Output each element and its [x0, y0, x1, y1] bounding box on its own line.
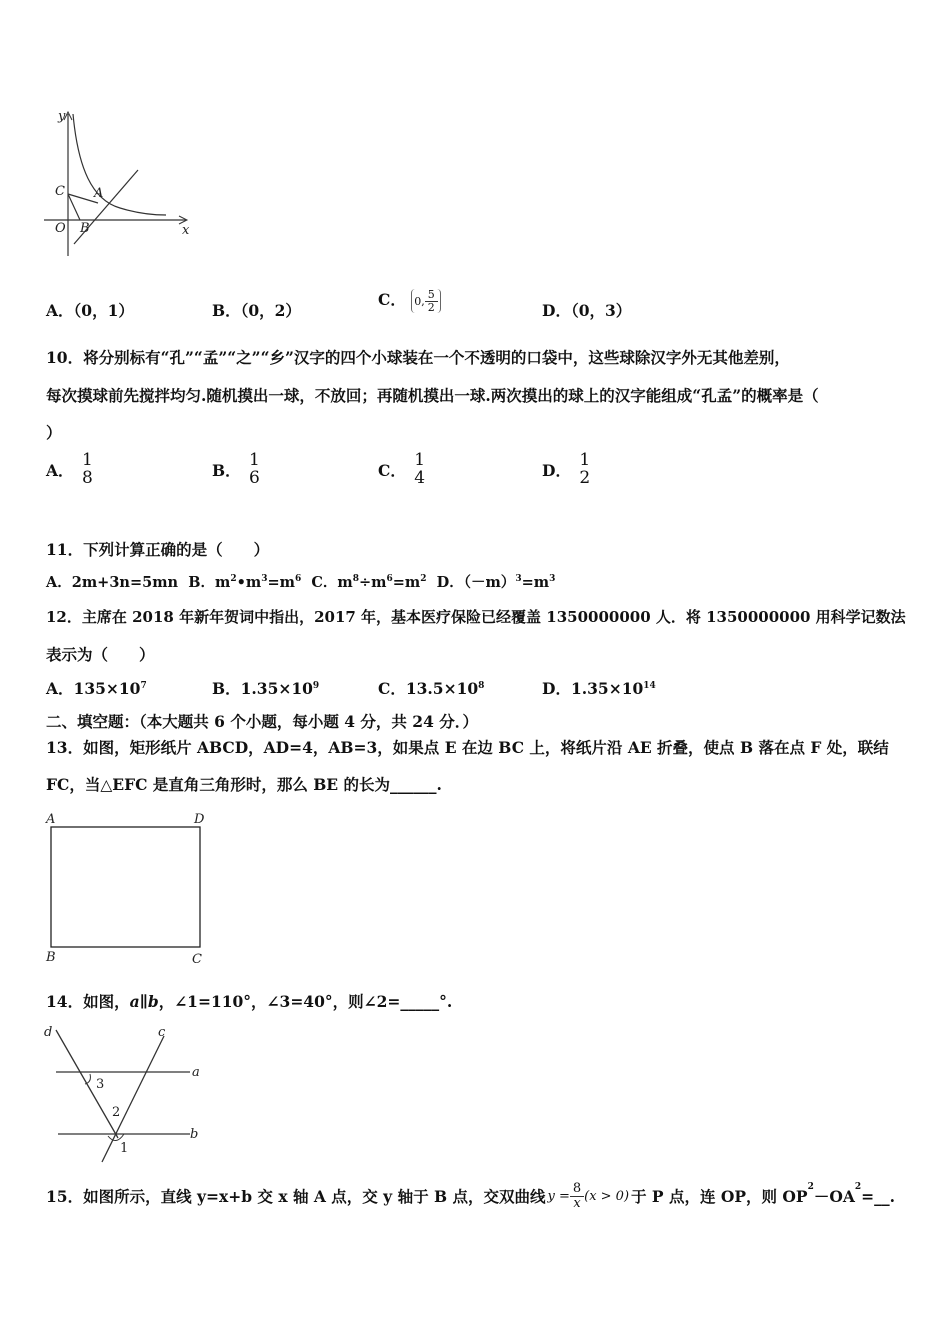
q11-options	[46, 571, 555, 592]
option-exponent: 14	[643, 680, 656, 691]
q11-c-exp2: 6	[386, 574, 393, 585]
q15-formula-fraction	[570, 1182, 584, 1210]
q11-b-eq: =m	[267, 574, 295, 591]
option-base: 135×10	[73, 679, 141, 698]
q14-parallel-lines-figure	[40, 1022, 210, 1164]
q9-graph	[40, 108, 200, 260]
option-exponent: 7	[140, 680, 147, 691]
label-d: D	[194, 812, 205, 827]
q14-pre: 14．如图，	[46, 992, 130, 1011]
q11-b-exp1: 2	[230, 574, 237, 585]
line-c	[102, 1036, 164, 1162]
q11-c-pre: C．m	[311, 574, 353, 591]
q15-stem	[46, 1182, 895, 1210]
q14-stem	[46, 990, 452, 1012]
fraction-numerator: 1	[249, 450, 260, 470]
q15-formula	[547, 1182, 629, 1210]
q11-d-eq: =m	[521, 574, 550, 591]
q12-option-d[interactable]	[542, 677, 656, 699]
fraction-numerator: 1	[81, 450, 93, 470]
fraction-numerator: 5	[425, 289, 438, 302]
q10-option-c[interactable]	[378, 452, 428, 488]
option-c-prefix: 0,	[414, 294, 425, 308]
q11-c-mid: ÷m	[359, 574, 387, 591]
label-angle-2: 2	[112, 1105, 121, 1120]
q15-formula-condition: (x > 0)	[584, 1188, 630, 1204]
q15-pre: 15．如图所示，直线 y=x+b 交 x 轴 A 点，交 y 轴于 B 点，交双曲线	[46, 1187, 546, 1207]
q11-c-exp3: 2	[420, 574, 427, 585]
q13-line-1: 13．如图，矩形纸片 ABCD，AD=4，AB=3，如果点 E 在边 BC 上，将纸片沿 AE 折叠，使点 B 落在点 F 处，联结	[46, 738, 889, 757]
option-base: 1.35×10	[240, 679, 313, 698]
q14-post: ，∠1=110°，∠3=40°，则∠2=_____°.	[158, 992, 453, 1011]
q15-post: 于 P 点，连 OP，则 OP	[631, 1187, 808, 1207]
graph-label-a: A	[94, 186, 104, 201]
q11-d-exp1: 3	[515, 574, 522, 585]
segment-cb	[68, 194, 80, 220]
q11-b-exp3: 6	[294, 574, 302, 585]
label-d: d	[44, 1025, 53, 1040]
q11-option-b[interactable]	[188, 574, 301, 591]
option-letter: A．	[46, 301, 74, 320]
option-letter: C．	[378, 460, 406, 480]
q11-c-exp1: 8	[352, 574, 359, 585]
fraction-denominator: 8	[81, 467, 93, 488]
q11-option-c[interactable]	[311, 574, 426, 591]
q11-b-pre: B．m	[188, 574, 231, 591]
q15-formula-lhs: y =	[547, 1188, 570, 1204]
option-exponent: 9	[312, 680, 320, 691]
q9-option-a[interactable]	[46, 299, 134, 321]
label-a: A	[46, 812, 56, 827]
option-text: （0，1）	[73, 301, 134, 320]
option-fraction	[79, 452, 96, 488]
q11-b-exp2: 3	[261, 574, 268, 585]
q9-option-b[interactable]	[212, 299, 301, 321]
option-letter: A．	[46, 460, 74, 480]
graph-label-c: C	[55, 184, 65, 199]
q14-parallel: ∥	[139, 992, 148, 1011]
q12-option-c[interactable]	[378, 677, 484, 699]
label-b: b	[190, 1127, 199, 1142]
q11-option-d[interactable]	[437, 574, 556, 591]
option-letter: D．	[542, 679, 571, 698]
fraction-denominator: 6	[249, 467, 260, 488]
q11-stem: 11．下列计算正确的是（ ）	[46, 540, 270, 559]
fraction-denominator: 2	[427, 300, 435, 314]
q13-line-2: FC，当△EFC 是直角三角形时，那么 BE 的长为______.	[46, 775, 442, 794]
option-letter: D．	[542, 460, 571, 480]
option-exponent: 8	[478, 680, 485, 691]
option-letter: B．	[212, 460, 241, 480]
q10-line-3: ）	[46, 423, 62, 442]
q11-option-a[interactable]: A．2m+3n=5mn	[46, 574, 179, 591]
option-letter: D．	[542, 301, 571, 320]
q10-option-a[interactable]	[46, 452, 96, 488]
option-letter: C．	[378, 290, 406, 309]
fraction-numerator: 1	[414, 450, 426, 470]
option-letter: B．	[212, 679, 241, 698]
q11-d-pre: D．（－m）	[436, 574, 516, 591]
q14-var-a: a	[129, 992, 140, 1011]
graph-label-y: y	[58, 109, 66, 124]
label-b: B	[46, 950, 56, 965]
label-angle-1: 1	[120, 1141, 129, 1156]
label-c: C	[192, 952, 202, 967]
option-letter: B．	[212, 301, 241, 320]
q12-line-1: 12．主席在 2018 年新年贺词中指出，2017 年，基本医疗保险已经覆盖 1350000000 人．将 1350000000 用科学记数法	[46, 608, 906, 626]
section-2-title: 二、填空题：（本大题共 6 个小题，每小题 4 分，共 24 分．）	[46, 712, 479, 731]
q15-exp-2: 2	[854, 1182, 862, 1192]
q10-option-d[interactable]	[542, 452, 593, 488]
fraction-denominator: x	[573, 1195, 581, 1211]
q14-var-b: b	[147, 992, 159, 1011]
graph-label-o: O	[55, 221, 66, 236]
q9-option-d[interactable]	[542, 299, 631, 321]
fraction-numerator: 1	[579, 450, 591, 470]
option-fraction	[576, 452, 593, 488]
label-angle-3: 3	[96, 1077, 105, 1092]
q12-option-a[interactable]	[46, 677, 147, 699]
option-base: 13.5×10	[405, 679, 479, 698]
graph-label-x: x	[182, 223, 190, 238]
q10-option-b[interactable]	[212, 452, 263, 488]
graph-label-b: B	[80, 221, 90, 236]
q11-c-eq: =m	[392, 574, 421, 591]
q11-d-exp2: 3	[549, 574, 556, 585]
q12-option-b[interactable]	[212, 677, 319, 699]
rectangle-abcd	[51, 827, 200, 947]
option-text: （0，3）	[570, 301, 632, 320]
q13-rectangle-figure	[42, 810, 222, 968]
option-fraction	[411, 452, 428, 488]
fraction-denominator: 4	[414, 467, 426, 488]
option-c-fraction	[425, 289, 438, 313]
option-letter: C．	[378, 679, 406, 698]
fraction-denominator: 2	[579, 467, 591, 488]
q12-line-2: 表示为（ ）	[46, 645, 155, 664]
q10-line-2: 每次摸球前先搅拌均匀.随机摸出一球，不放回；再随机摸出一球.两次摸出的球上的汉字能组成“孔孟”的概率是（	[46, 386, 819, 405]
q15-end: =__.	[861, 1186, 896, 1206]
q10-line-1: 10．将分别标有“孔”“孟”“之”“乡”汉字的四个小球装在一个不透明的口袋中，这些球除汉字外无其他差别，	[46, 348, 790, 367]
q11-b-mid: •m	[236, 574, 262, 591]
label-a: a	[192, 1065, 200, 1080]
label-c: c	[158, 1025, 166, 1040]
option-letter: A．	[46, 679, 74, 698]
q15-mid: －OA	[813, 1187, 855, 1207]
option-fraction	[246, 452, 263, 488]
option-base: 1.35×10	[570, 679, 644, 698]
q9-option-c[interactable]	[378, 288, 441, 313]
fraction-numerator: 8	[570, 1182, 584, 1197]
q15-exp-1: 2	[807, 1182, 814, 1192]
option-c-bracket	[411, 289, 441, 313]
line-d	[56, 1030, 121, 1138]
option-text: （0，2）	[240, 301, 301, 320]
